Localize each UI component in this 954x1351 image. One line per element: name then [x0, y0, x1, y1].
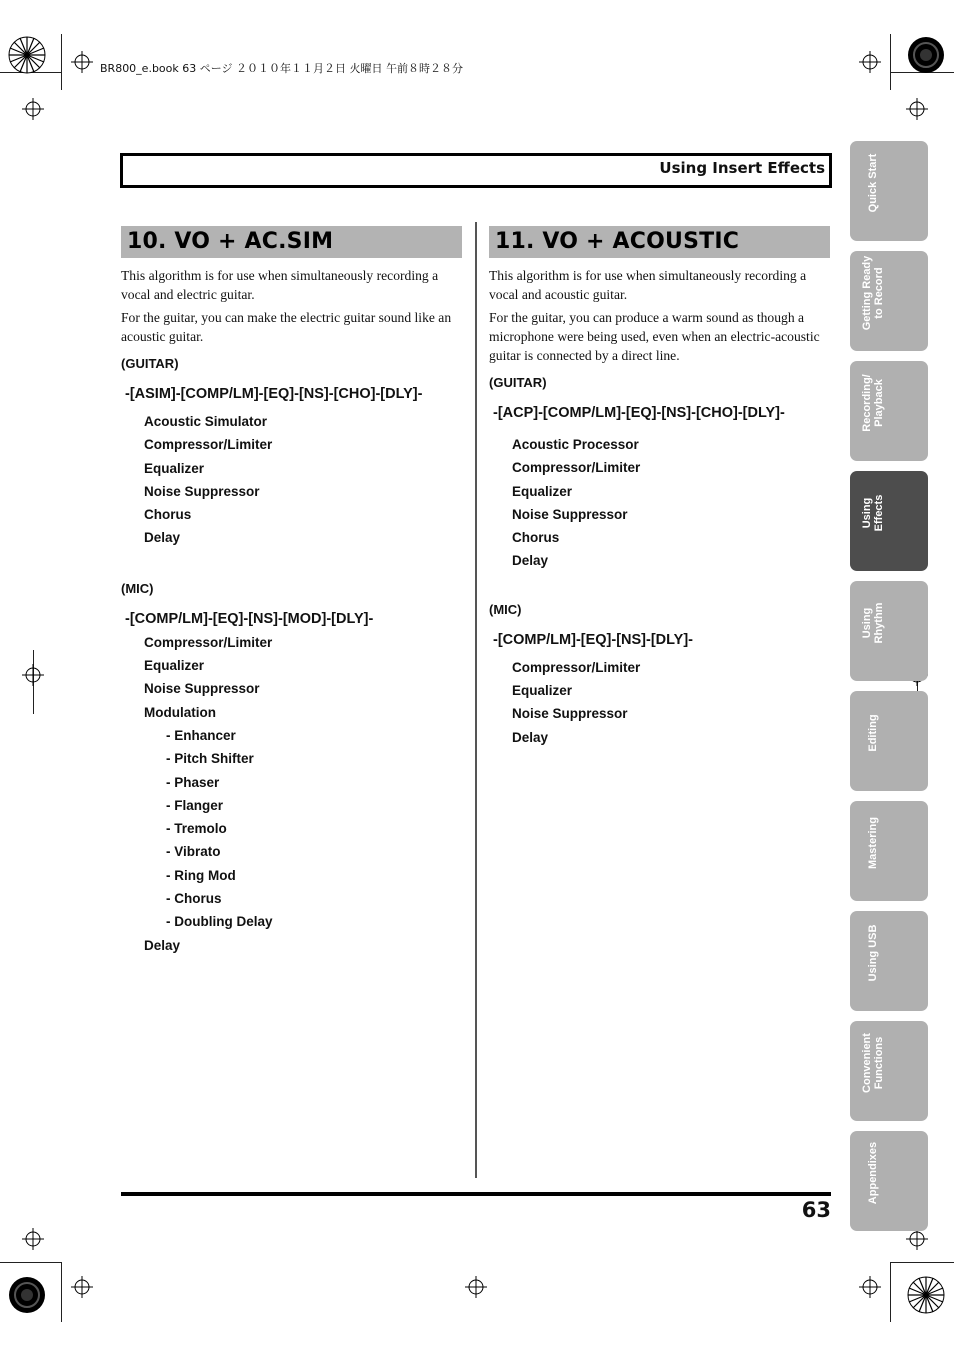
list-item: - Ring Mod	[166, 867, 236, 883]
effect-list	[489, 433, 830, 573]
crosshair-icon	[22, 98, 44, 120]
list-item: Noise Suppressor	[144, 483, 260, 499]
print-header: BR800_e.book 63 ページ ２０１０年１１月２日 火曜日 午前８時２８分	[100, 62, 464, 75]
list-item: - Phaser	[166, 774, 220, 790]
list-item: Modulation	[144, 704, 216, 720]
section-title: 10. VO + AC.SIM	[121, 226, 462, 258]
list-item: Delay	[512, 729, 549, 745]
tab-label: Using Rhythm	[861, 602, 885, 644]
tab-convenient-functions[interactable]	[850, 1021, 928, 1121]
guitar-label: (GUITAR)	[121, 356, 179, 371]
crosshair-icon	[859, 51, 881, 73]
list-item: Noise Suppressor	[144, 681, 260, 697]
section-header	[120, 153, 832, 188]
list-item: Equalizer	[144, 658, 205, 674]
list-item: Delay	[144, 530, 181, 546]
effect-list	[121, 410, 462, 550]
signal-chain: -[COMP/LM]-[EQ]-[NS]-[MOD]-[DLY]-	[125, 610, 374, 627]
registration-sunburst-icon	[8, 36, 46, 74]
crosshair-icon	[71, 51, 93, 73]
signal-chain: -[COMP/LM]-[EQ]-[NS]-[DLY]-	[493, 631, 693, 648]
page-number: 63	[801, 1198, 831, 1222]
tab-mastering[interactable]	[850, 801, 928, 901]
crosshair-icon	[906, 98, 928, 120]
tab-label: Recording/ Playback	[861, 374, 885, 432]
list-item: - Chorus	[166, 891, 222, 907]
tab-appendixes[interactable]	[850, 1131, 928, 1231]
crosshair-icon	[22, 664, 44, 686]
list-item: - Enhancer	[166, 727, 236, 743]
crosshair-icon	[465, 1276, 487, 1298]
signal-chain: -[ASIM]-[COMP/LM]-[EQ]-[NS]-[CHO]-[DLY]-	[125, 386, 423, 402]
list-item: - Pitch Shifter	[166, 751, 254, 767]
tab-label: Convenient Functions	[861, 1033, 885, 1093]
mic-label: (MIC)	[489, 601, 522, 617]
list-item: Equalizer	[512, 683, 573, 699]
tab-quick-start[interactable]	[850, 141, 928, 241]
crosshair-icon	[71, 1276, 93, 1298]
list-item: Compressor/Limiter	[144, 634, 273, 650]
tab-using-effects[interactable]	[850, 471, 928, 571]
paragraph: For the guitar, you can make the electric guitar sound like an acoustic guitar.	[121, 310, 452, 344]
signal-chain: -[ACP]-[COMP/LM]-[EQ]-[NS]-[CHO]-[DLY]-	[493, 405, 785, 421]
list-item: Noise Suppressor	[512, 506, 628, 522]
list-item: Compressor/Limiter	[512, 659, 641, 675]
tab-using-rhythm[interactable]	[850, 581, 928, 681]
list-item: Acoustic Simulator	[144, 414, 268, 429]
tab-editing[interactable]	[850, 691, 928, 791]
effect-list	[121, 631, 462, 957]
list-item: Compressor/Limiter	[512, 460, 641, 476]
mic-label: (MIC)	[121, 580, 154, 596]
list-item: - Flanger	[166, 797, 224, 813]
tab-label: Mastering	[867, 817, 879, 869]
effect-list	[489, 656, 830, 749]
crosshair-icon	[859, 1276, 881, 1298]
paragraph: This algorithm is for use when simultaneously recording a vocal and acoustic guitar.	[489, 268, 807, 302]
registration-sunburst-icon	[907, 1276, 945, 1314]
tab-label: Editing	[867, 714, 879, 752]
list-item: - Vibrato	[166, 844, 221, 860]
crop-mark	[890, 34, 891, 90]
tab-recording-playback[interactable]	[850, 361, 928, 461]
tab-label: Using Effects	[861, 494, 885, 532]
paragraph: This algorithm is for use when simultaneously recording a vocal and electric guitar.	[121, 268, 439, 302]
crosshair-icon	[22, 1228, 44, 1250]
section-header-title: Using Insert Effects	[659, 159, 825, 177]
column-divider	[475, 222, 477, 1178]
list-item: Chorus	[144, 507, 192, 523]
list-item: Delay	[144, 937, 181, 953]
tab-label: Appendixes	[867, 1141, 879, 1205]
registration-dot-icon	[907, 36, 945, 74]
crop-mark	[890, 1262, 891, 1322]
list-item: Noise Suppressor	[512, 706, 628, 722]
list-item: Equalizer	[512, 483, 573, 499]
list-item: Delay	[512, 553, 549, 569]
footer-rule	[121, 1192, 831, 1196]
list-item: Chorus	[512, 530, 560, 546]
tab-using-usb[interactable]	[850, 911, 928, 1011]
crosshair-icon	[906, 1228, 928, 1250]
list-item: Equalizer	[144, 460, 205, 476]
tab-label: Getting Ready to Record	[861, 255, 885, 331]
paragraph: For the guitar, you can produce a warm sound as though a microphone were being used, even when an electric-acoustic guitar is connected by a direct line.	[489, 310, 820, 363]
section-title: 11. VO + ACOUSTIC	[489, 226, 830, 258]
list-item: - Tremolo	[166, 821, 227, 837]
crop-mark	[61, 34, 62, 90]
crop-mark	[61, 1262, 62, 1322]
list-item: - Doubling Delay	[166, 914, 273, 930]
right-column	[489, 226, 830, 749]
crop-mark	[0, 1262, 62, 1263]
registration-dot-icon	[8, 1276, 46, 1314]
crop-mark	[890, 1262, 954, 1263]
left-column	[121, 226, 462, 957]
tab-label: Quick Start	[867, 153, 879, 213]
list-item: Acoustic Processor	[512, 437, 639, 452]
guitar-label: (GUITAR)	[489, 375, 547, 390]
tab-label: Using USB	[867, 924, 879, 982]
list-item: Compressor/Limiter	[144, 437, 273, 453]
tab-getting-ready[interactable]	[850, 251, 928, 351]
